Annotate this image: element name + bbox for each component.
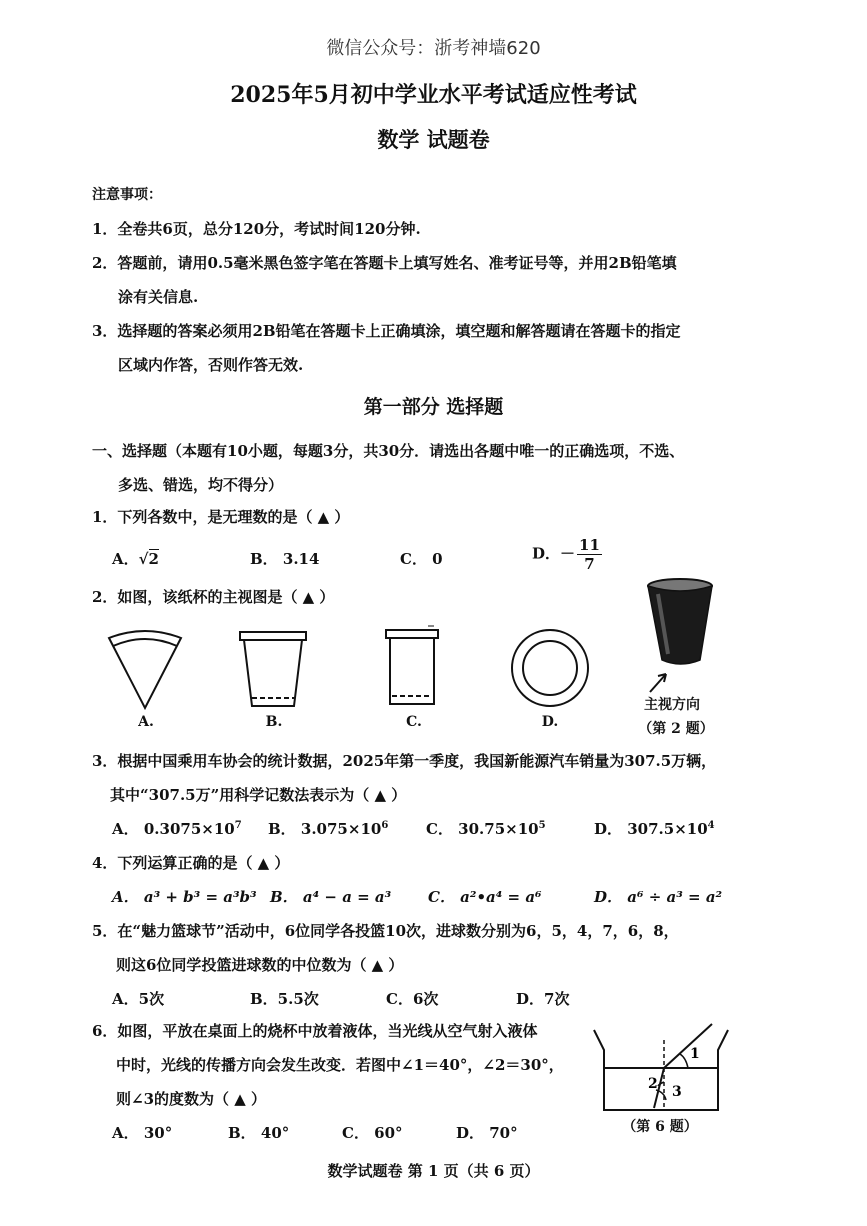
q2-figure-b-trapezoid (238, 630, 310, 710)
q4-stem: 4．下列运算正确的是（ ▲ ） (92, 854, 290, 872)
notice-item-2-cont: 涂有关信息. (118, 288, 199, 306)
q4-option-c: C． a²•a⁴ = a⁶ (428, 888, 542, 906)
q1-option-d: D．－ $\frac{11}{7}$ (532, 536, 600, 573)
q6-option-c: C． 60° (342, 1124, 403, 1142)
q6-option-d: D． 70° (456, 1124, 518, 1142)
angle-1-label: 1 (690, 1046, 700, 1062)
q2-figure-c-rectangle (384, 626, 442, 710)
q6-stem-cont: 中时，光线的传播方向会发生改变．若图中∠1＝40°，∠2＝30°， (116, 1056, 564, 1074)
q5-option-d: D．7次 (516, 990, 570, 1008)
page-footer: 数学试题卷 第 1 页（共 6 页） (327, 1162, 540, 1180)
q2-label-d: D. (541, 714, 559, 730)
exam-subtitle: 数学 试题卷 (377, 127, 490, 152)
q6-stem-cont-2: 则∠3的度数为（ ▲ ） (116, 1090, 266, 1108)
q6-caption: （第 6 题） (622, 1119, 698, 1135)
q3-option-b: B． $3.075\times 10^6$ (268, 820, 389, 838)
section-instructions: 一、选择题（本题有10小题，每题3分，共30分．请选出各题中唯一的正确选项，不选、 (92, 442, 685, 460)
q2-label-b: B. (265, 714, 283, 730)
q2-figure-d-circles (508, 626, 592, 710)
notice-item-1: 1．全卷共6页，总分120分，考试时间120分钟. (92, 220, 421, 238)
beaker-diagram (592, 1020, 732, 1116)
notice-item-3: 3．选择题的答案必须用2B铅笔在答题卡上正确填涂，填空题和解答题请在答题卡的指定 (92, 322, 681, 340)
q1-stem: 1．下列各数中，是无理数的是（ ▲ ） (92, 508, 350, 526)
q5-option-c: C．6次 (386, 990, 439, 1008)
sqrt-symbol: √ (138, 550, 149, 568)
q6-option-a: A． 30° (112, 1124, 173, 1142)
q1-option-c: C． 0 (400, 550, 443, 568)
q2-label-c: C. (406, 714, 422, 730)
q6-option-b: B． 40° (228, 1124, 290, 1142)
q1-option-b: B． 3.14 (250, 550, 320, 568)
angle-3-label: 3 (672, 1084, 682, 1100)
notice-item-2: 2．答题前，请用0.5毫米黑色签字笔在答题卡上填写姓名、准考证号等，并用2B铅笔填 (92, 254, 677, 272)
q3-option-c: C． $30.75\times 10^5$ (426, 820, 546, 838)
view-direction-label: 主视方向 (644, 697, 700, 713)
paper-cup-icon (640, 576, 730, 696)
q2-figure-a-sector (105, 626, 185, 712)
section-instructions-cont: 多选、错选，均不得分） (118, 476, 284, 494)
q5-stem: 5．在“魅力篮球节”活动中，6位同学各投篮10次，进球数分别为6，5，4，7，6，8， (92, 922, 679, 940)
q3-option-d: D． $307.5\times 10^4$ (594, 820, 715, 838)
q6-stem: 6．如图，平放在桌面上的烧杯中放着液体，当光线从空气射入液体 (92, 1022, 538, 1040)
q2-label-a: A. (138, 714, 154, 730)
q2-stem: 2．如图，该纸杯的主视图是（ ▲ ） (92, 588, 335, 606)
q4-option-b: B． a⁴ − a = a³ (270, 888, 392, 906)
q4-option-a: A． a³ + b³ = a³b³ (112, 888, 257, 906)
q1-option-a: A．√2 (112, 550, 159, 568)
q5-stem-cont: 则这6位同学投篮进球数的中位数为（ ▲ ） (116, 956, 404, 974)
q3-stem-cont: 其中“307.5万”用科学记数法表示为（ ▲ ） (110, 786, 407, 804)
q3-option-a: A． $0.3075\times 10^7$ (112, 820, 242, 838)
part-heading: 第一部分 选择题 (363, 396, 504, 418)
q4-option-d: D． a⁶ ÷ a³ = a² (594, 888, 723, 906)
watermark: 微信公众号：浙考神墙620 (326, 38, 541, 59)
q3-stem: 3．根据中国乘用车协会的统计数据，2025年第一季度，我国新能源汽车销量为307.5万辆， (92, 752, 717, 770)
exam-title: 2025年5月初中学业水平考试适应性考试 (230, 82, 637, 108)
q5-option-b: B．5.5次 (250, 990, 319, 1008)
q5-option-a: A．5次 (112, 990, 165, 1008)
angle-2-label: 2 (648, 1076, 658, 1092)
notice-item-3-cont: 区域内作答，否则作答无效. (118, 356, 304, 374)
notice-heading: 注意事项： (92, 187, 162, 203)
q2-caption: （第 2 题） (638, 721, 714, 737)
